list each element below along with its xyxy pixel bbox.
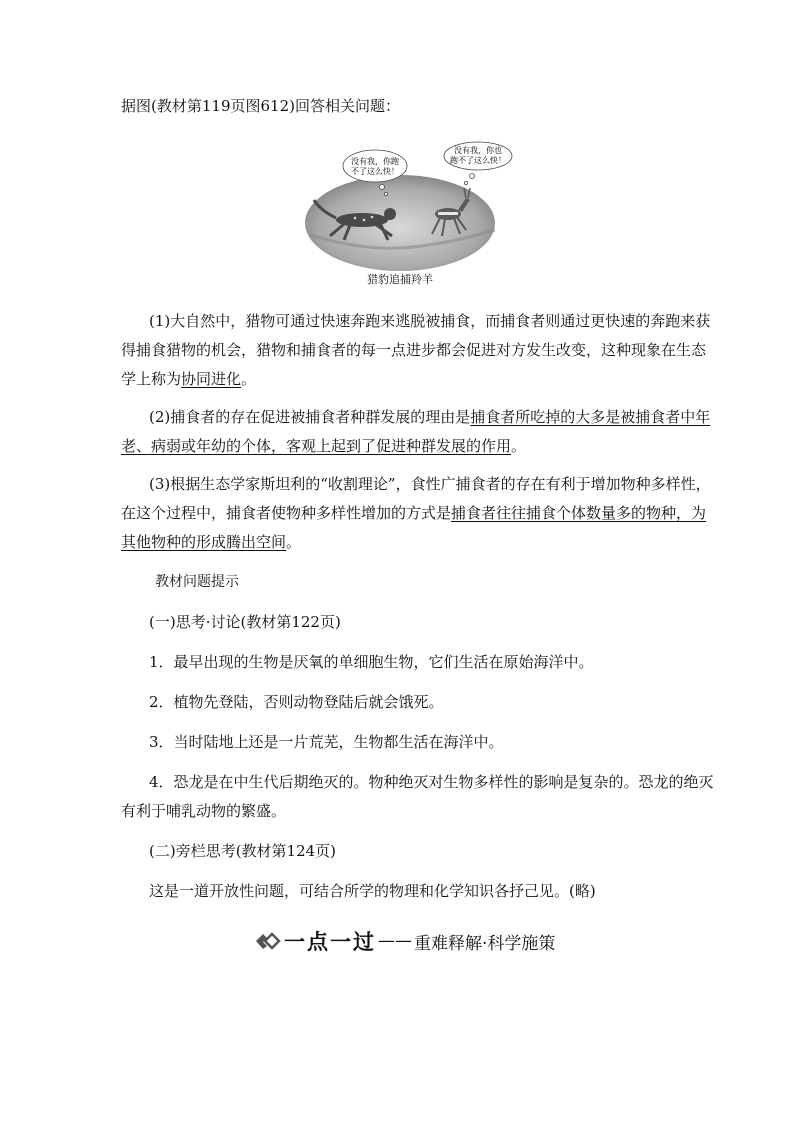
q1-line3-pre: 学上称为 bbox=[121, 370, 182, 388]
section-header bbox=[254, 927, 555, 955]
cheetah-gazelle-figure bbox=[300, 140, 506, 290]
savanna-background bbox=[305, 175, 495, 271]
q3-line2 bbox=[121, 502, 706, 523]
bubble-left-line2: 不了这么快！ bbox=[351, 167, 399, 176]
q2-answer-part2: 老、病弱或年幼的个体，客观上起到了促进种群发展的作用 bbox=[121, 437, 512, 455]
q2-line2 bbox=[121, 435, 526, 456]
part2-heading: (二)旁栏思考(教材第124页) bbox=[149, 842, 337, 860]
part1-item-4-line1: 4．恐龙是在中生代后期绝灭的。物种绝灭对生物多样性的影响是复杂的。恐龙的绝灭 bbox=[149, 773, 714, 791]
q3-line1: (3)根据生态学家斯坦利的“收割理论”，食性广捕食者的存在有利于增加物种多样性， bbox=[149, 475, 711, 493]
part1-heading: (一)思考·讨论(教材第122页) bbox=[149, 613, 341, 631]
q1-answer: 协同进化 bbox=[181, 370, 242, 388]
section-logo-icon bbox=[254, 932, 280, 950]
part1-item-2: 2．植物先登陆，否则动物登陆后就会饿死。 bbox=[149, 693, 444, 711]
bubble-left-line1: 没有我，你跑 bbox=[351, 157, 399, 166]
figure-caption: 猎豹追捕羚羊 bbox=[367, 273, 433, 286]
q1-line3 bbox=[121, 368, 256, 389]
hints-title: 教材问题提示 bbox=[155, 574, 239, 590]
section-title: 一点一过 bbox=[284, 930, 376, 954]
q2-answer-part1: 捕食者所吃掉的大多是被捕食者中年 bbox=[470, 408, 711, 426]
q3-answer-part1: 捕食者往往捕食个体数量多的物种，为 bbox=[451, 504, 707, 522]
q3-answer-part2: 其他物种的形成腾出空间 bbox=[121, 533, 287, 551]
section-dash: —— bbox=[378, 931, 412, 951]
bubble-right-line1: 没有我，你也 bbox=[454, 146, 502, 155]
intro-text: 据图(教材第119页图612)回答相关问题： bbox=[121, 97, 400, 115]
q2-line1 bbox=[149, 406, 710, 427]
q3-line3-post: 。 bbox=[286, 533, 302, 551]
section-subtitle: 重难释解·科学施策 bbox=[414, 933, 556, 954]
q1-line1: (1)大自然中，猎物可通过快速奔跑来逃脱被捕食，而捕食者则通过更快速的奔跑来获 bbox=[149, 312, 711, 330]
part2-text: 这是一道开放性问题，可结合所学的物理和化学知识各抒己见。(略) bbox=[149, 882, 596, 900]
bubble-right-line2: 跑不了这么快！ bbox=[450, 156, 506, 165]
speech-bubble-right bbox=[444, 142, 512, 185]
q1-line2: 得捕食猎物的机会，猎物和捕食者的每一点进步都会促进对方发生改变，这种现象在生态 bbox=[121, 341, 707, 359]
q2-line2-post: 。 bbox=[511, 437, 527, 455]
q3-line2-pre: 在这个过程中，捕食者使物种多样性增加的方式是 bbox=[121, 504, 452, 522]
q3-line3 bbox=[121, 531, 301, 552]
part1-item-1: 1．最早出现的生物是厌氧的单细胞生物，它们生活在原始海洋中。 bbox=[149, 653, 594, 671]
part1-item-4-line2: 有利于哺乳动物的繁盛。 bbox=[121, 802, 287, 820]
q2-line1-pre: (2)捕食者的存在促进被捕食者种群发展的理由是 bbox=[149, 408, 471, 426]
part1-item-3: 3．当时陆地上还是一片荒芜，生物都生活在海洋中。 bbox=[149, 733, 504, 751]
q1-line3-post: 。 bbox=[241, 370, 257, 388]
